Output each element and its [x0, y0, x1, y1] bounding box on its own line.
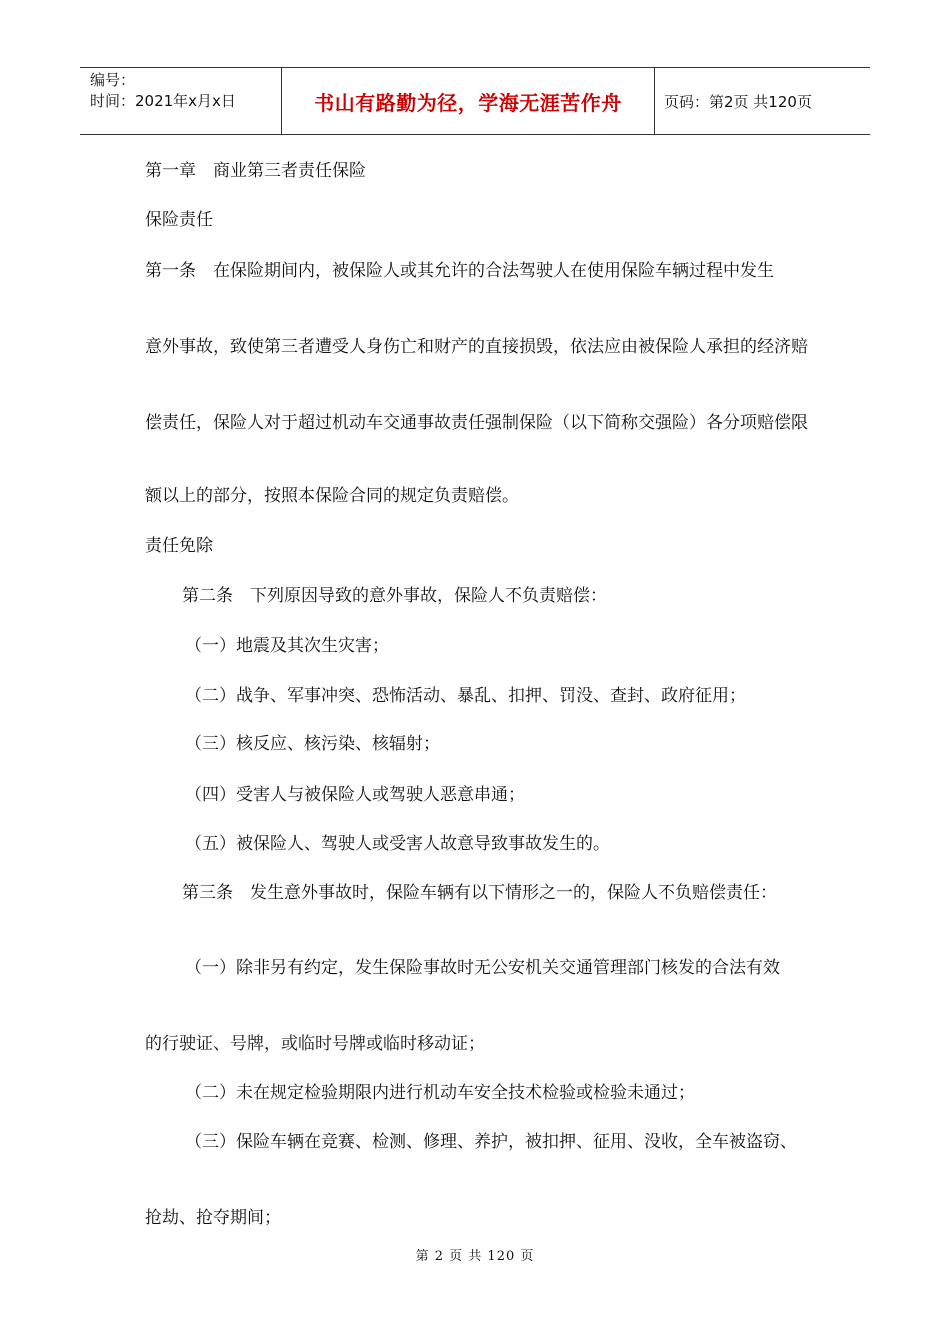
article-2-item-2: （二）战争、军事冲突、恐怖活动、暴乱、扣押、罚没、查封、政府征用；: [185, 686, 746, 706]
article-3-item-2: （二）未在规定检验期限内进行机动车安全技术检验或检验未通过；: [185, 1083, 695, 1103]
article-3-item-3-line-1: （三）保险车辆在竞赛、检测、修理、养护，被扣押、征用、没收，全车被盗窃、: [185, 1132, 797, 1152]
header-motto: 书山有路勤为径，学海无涯苦作舟: [281, 68, 655, 134]
article-3: 第三条 发生意外事故时，保险车辆有以下情形之一的，保险人不负赔偿责任：: [182, 883, 777, 903]
header-page-info: 页码：第2页 共120页: [664, 92, 812, 111]
document-number-label: 编号：: [90, 71, 136, 89]
article-2: 第二条 下列原因导致的意外事故，保险人不负责赔偿：: [182, 586, 607, 606]
section-heading-exemption: 责任免除: [145, 536, 213, 556]
article-2-item-3: （三）核反应、核污染、核辐射；: [185, 734, 440, 754]
page-footer-number: 第 2 页 共 120 页: [415, 1249, 535, 1264]
article-2-item-1: （一）地震及其次生灾害；: [185, 636, 389, 656]
document-date-label: 时间：2021年x月x日: [90, 92, 236, 110]
header-meta: [90, 70, 280, 112]
article-2-item-5: （五）被保险人、驾驶人或受害人故意导致事故发生的。: [185, 834, 610, 854]
page-header: [80, 67, 870, 135]
article-1-line-2: 意外事故，致使第三者遭受人身伤亡和财产的直接损毁，依法应由被保险人承担的经济赔: [145, 337, 808, 357]
article-1-line-4: 额以上的部分，按照本保险合同的规定负责赔偿。: [145, 486, 519, 506]
section-heading-liability: 保险责任: [145, 210, 213, 230]
article-1-line-1: 第一条 在保险期间内，被保险人或其允许的合法驾驶人在使用保险车辆过程中发生: [145, 261, 774, 281]
article-3-item-1-line-2: 的行驶证、号牌，或临时号牌或临时移动证；: [145, 1034, 485, 1054]
article-1-line-3: 偿责任，保险人对于超过机动车交通事故责任强制保险（以下简称交强险）各分项赔偿限: [145, 413, 808, 433]
article-2-item-4: （四）受害人与被保险人或驾驶人恶意串通；: [185, 785, 525, 805]
article-3-item-1-line-1: （一）除非另有约定，发生保险事故时无公安机关交通管理部门核发的合法有效: [185, 958, 780, 978]
chapter-title: 第一章 商业第三者责任保险: [145, 161, 366, 181]
article-3-item-3-line-2: 抢劫、抢夺期间；: [145, 1208, 281, 1228]
